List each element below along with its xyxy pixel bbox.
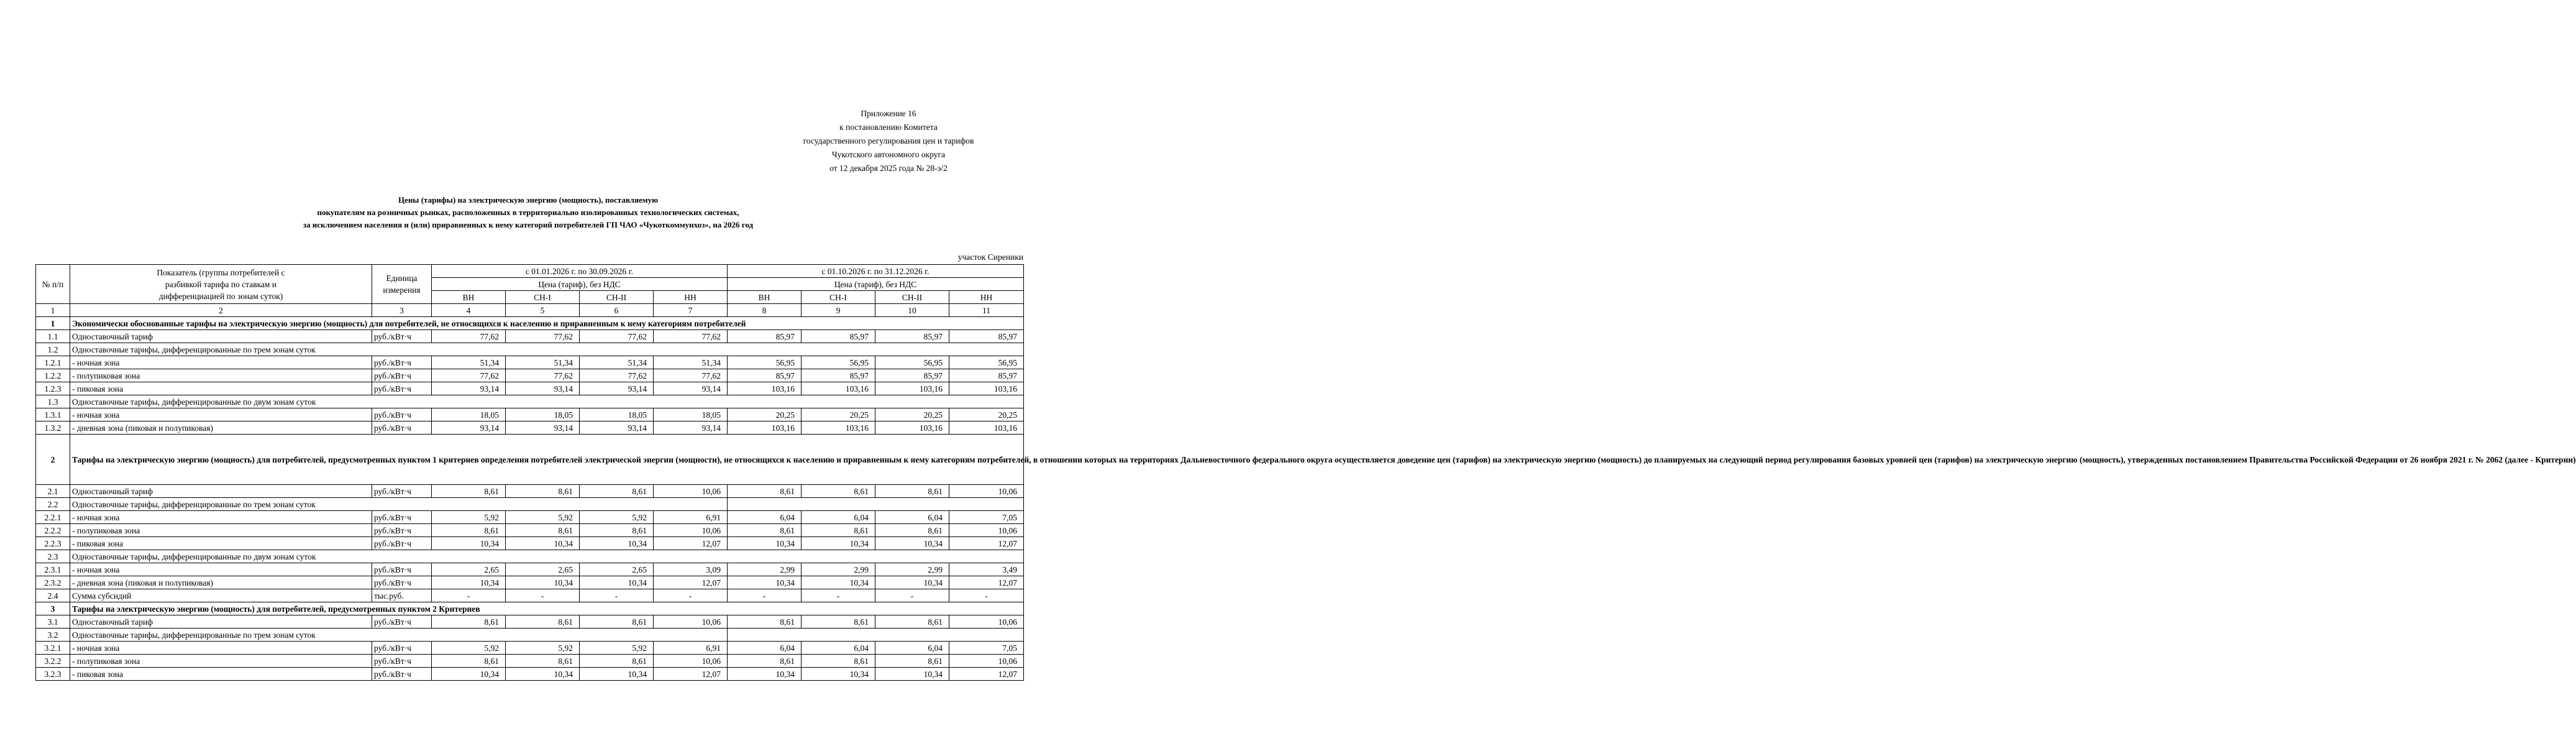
row-number: 1.1 (36, 330, 70, 343)
row-number: 1.3 (36, 395, 70, 408)
row-unit: руб./кВт·ч (372, 563, 432, 576)
price-cell: 93,14 (432, 382, 506, 395)
price-cell: 5,92 (580, 642, 654, 655)
price-cell: 8,61 (728, 615, 802, 629)
price-cell: 18,05 (432, 408, 506, 421)
row-name: - пиковая зона (70, 537, 372, 550)
price-cell: 77,62 (654, 369, 728, 382)
price-cell: 103,16 (728, 382, 802, 395)
price-cell: 56,95 (802, 356, 875, 369)
row-unit: руб./кВт·ч (372, 382, 432, 395)
row-number: 2.2.3 (36, 537, 70, 550)
price-cell: 8,61 (875, 615, 949, 629)
table-row (36, 330, 1024, 343)
header-level: СН-I (506, 291, 580, 304)
price-cell: 10,34 (506, 668, 580, 681)
price-cell: 103,16 (802, 382, 875, 395)
header-colnum: 8 (728, 304, 802, 317)
row-number: 2.2 (36, 498, 70, 511)
header-colnum: 10 (875, 304, 949, 317)
price-cell: 8,61 (432, 615, 506, 629)
price-cell: - (580, 589, 654, 602)
row-number: 1 (36, 317, 70, 330)
header-colnum: 3 (372, 304, 432, 317)
price-cell: 2,99 (802, 563, 875, 576)
header-level: СН-II (875, 291, 949, 304)
price-cell: 85,97 (728, 330, 802, 343)
row-name: Одноставочный тариф (70, 485, 372, 498)
header-indicator (70, 265, 372, 304)
row-name: - дневная зона (пиковая и полупиковая) (70, 421, 372, 435)
row-unit: руб./кВт·ч (372, 655, 432, 668)
row-name: Одноставочный тариф (70, 615, 372, 629)
section-title: Экономически обоснованные тарифы на электрическую энергию (мощность) для потребителей, не относящихся к населению и приравненным к нему категориям потребителей (70, 317, 1024, 330)
group-title: Одноставочные тарифы, дифференцированные по двум зонам суток (70, 395, 1024, 408)
price-cell: 51,34 (654, 356, 728, 369)
row-number: 2.4 (36, 589, 70, 602)
price-cell: 51,34 (506, 356, 580, 369)
table-row (36, 317, 1024, 330)
table-row (36, 395, 1024, 408)
price-cell: 8,61 (432, 485, 506, 498)
price-cell: 93,14 (506, 382, 580, 395)
price-cell: 18,05 (654, 408, 728, 421)
row-name: - ночная зона (70, 356, 372, 369)
price-cell: 85,97 (949, 330, 1024, 343)
header-level: НН (654, 291, 728, 304)
row-name: Сумма субсидий (70, 589, 372, 602)
row-unit: руб./кВт·ч (372, 408, 432, 421)
price-cell: 56,95 (875, 356, 949, 369)
row-unit: руб./кВт·ч (372, 642, 432, 655)
header-level: СН-II (580, 291, 654, 304)
price-cell: 6,04 (875, 642, 949, 655)
price-cell: 8,61 (875, 485, 949, 498)
row-unit: руб./кВт·ч (372, 369, 432, 382)
header-price-1: Цена (тариф), без НДС (432, 278, 728, 291)
price-cell: 77,62 (432, 369, 506, 382)
price-cell: 8,61 (506, 524, 580, 537)
price-cell: 8,61 (875, 524, 949, 537)
row-unit: руб./кВт·ч (372, 330, 432, 343)
row-number: 2.2.1 (36, 511, 70, 524)
price-cell: 20,25 (949, 408, 1024, 421)
row-number: 3.2.2 (36, 655, 70, 668)
row-number: 3.2.3 (36, 668, 70, 681)
table-row (36, 498, 1024, 511)
price-cell: 5,92 (506, 511, 580, 524)
price-cell: 6,04 (802, 642, 875, 655)
row-unit: руб./кВт·ч (372, 356, 432, 369)
price-cell: 8,61 (728, 524, 802, 537)
table-row (36, 421, 1024, 435)
price-cell: 8,61 (432, 524, 506, 537)
row-number: 3.2 (36, 629, 70, 642)
price-cell: 103,16 (949, 421, 1024, 435)
section-title: Тарифы на электрическую энергию (мощность) для потребителей, предусмотренных пунктом 1 критериев определения потребителей электрической энергии (мощности), не относящихся к населению и приравненным к нему категориям потребителей, в отношении которых на территориях Дальневосточного федерального округа осуществляется доведение цен (тарифов) на электрическую энергию (мощность) до планируемых на следующий период регулирования базовых уровней цен (тарифов) на электрическую энергию (мощность), утвержденных постановлением Правительства Российской Федерации от 26 ноября 2021 г. № 2062 (далее - Критерии) (70, 435, 1024, 485)
price-cell: 2,99 (875, 563, 949, 576)
title-line: за исключением населения и (или) приравненных к нему категорий потребителей ГП ЧАО «Чукоткоммунхоз», на 2026 год (303, 220, 754, 229)
header-level: ВН (728, 291, 802, 304)
price-cell: 8,61 (802, 485, 875, 498)
price-cell: 77,62 (506, 369, 580, 382)
price-cell: 2,99 (728, 563, 802, 576)
row-name: - полупиковая зона (70, 655, 372, 668)
price-cell: 10,34 (875, 576, 949, 589)
header-colnum: 4 (432, 304, 506, 317)
appendix-line: Чукотского автономного округа (831, 150, 946, 159)
row-number: 3 (36, 602, 70, 615)
row-number: 3.2.1 (36, 642, 70, 655)
header-level: СН-I (802, 291, 875, 304)
price-cell: 12,07 (654, 668, 728, 681)
price-cell: 103,16 (949, 382, 1024, 395)
price-cell: 8,61 (580, 615, 654, 629)
price-cell: 5,92 (432, 511, 506, 524)
tariff-table (35, 264, 2576, 681)
price-cell: 12,07 (654, 576, 728, 589)
header-indicator-line: дифференциацией по зонам суток) (158, 291, 283, 301)
row-name: - полупиковая зона (70, 524, 372, 537)
table-body (36, 317, 2576, 681)
price-cell: - (728, 589, 802, 602)
row-number: 1.2.3 (36, 382, 70, 395)
price-cell: 12,07 (949, 576, 1024, 589)
price-cell: 10,34 (728, 537, 802, 550)
price-cell: 10,06 (949, 524, 1024, 537)
header-indicator-line: разбивкой тарифа по ставкам и (165, 279, 277, 289)
price-cell: 10,34 (432, 537, 506, 550)
price-cell: 20,25 (875, 408, 949, 421)
price-cell: 8,61 (506, 655, 580, 668)
row-unit: руб./кВт·ч (372, 615, 432, 629)
price-cell: 10,34 (802, 576, 875, 589)
appendix-line: от 12 декабря 2025 года № 28-э/2 (829, 163, 948, 173)
header-colnum: 11 (949, 304, 1024, 317)
header-colnums-row (36, 304, 1024, 317)
appendix-line: к постановлению Комитета (839, 122, 938, 132)
empty-cell (728, 498, 1024, 511)
price-cell: 93,14 (654, 382, 728, 395)
price-cell: - (506, 589, 580, 602)
price-cell: 8,61 (875, 655, 949, 668)
price-cell: 8,61 (506, 615, 580, 629)
price-cell: 77,62 (432, 330, 506, 343)
table-row (36, 356, 1024, 369)
price-cell: 103,16 (875, 382, 949, 395)
header-num: № п/п (36, 265, 70, 304)
price-cell: 8,61 (506, 485, 580, 498)
table-row (36, 668, 1024, 681)
price-cell: 85,97 (802, 369, 875, 382)
row-name: - пиковая зона (70, 382, 372, 395)
price-cell: 3,09 (654, 563, 728, 576)
group-title: Одноставочные тарифы, дифференцированные по трем зонам суток (70, 629, 728, 642)
price-cell: 2,65 (580, 563, 654, 576)
price-cell: 10,06 (654, 615, 728, 629)
price-cell: - (949, 589, 1024, 602)
appendix-line: государственного регулирования цен и тарифов (803, 136, 974, 145)
row-name: - ночная зона (70, 563, 372, 576)
row-name: - полупиковая зона (70, 369, 372, 382)
price-cell: - (875, 589, 949, 602)
table-row (36, 524, 1024, 537)
price-cell: 8,61 (580, 485, 654, 498)
header-level: ВН (432, 291, 506, 304)
price-cell: 10,34 (432, 668, 506, 681)
price-cell: 85,97 (949, 369, 1024, 382)
header-colnum: 9 (802, 304, 875, 317)
price-cell: 85,97 (802, 330, 875, 343)
price-cell: 10,34 (802, 668, 875, 681)
row-number: 2.3.1 (36, 563, 70, 576)
price-cell: 10,06 (949, 615, 1024, 629)
header-unit: Единица измерения (372, 265, 432, 304)
price-cell: 6,91 (654, 642, 728, 655)
price-cell: 12,07 (654, 537, 728, 550)
price-cell: 7,05 (949, 511, 1024, 524)
price-cell: 8,61 (728, 485, 802, 498)
price-cell: 10,06 (654, 524, 728, 537)
price-cell: 5,92 (506, 642, 580, 655)
row-unit: руб./кВт·ч (372, 668, 432, 681)
price-cell: 103,16 (875, 421, 949, 435)
header-row (36, 265, 1024, 278)
price-cell: 103,16 (728, 421, 802, 435)
table-row (36, 485, 1024, 498)
price-cell: 77,62 (654, 330, 728, 343)
row-unit: руб./кВт·ч (372, 524, 432, 537)
price-cell: 77,62 (580, 369, 654, 382)
price-cell: 2,65 (432, 563, 506, 576)
price-cell: 93,14 (432, 421, 506, 435)
price-cell: 6,04 (802, 511, 875, 524)
row-number: 2.3.2 (36, 576, 70, 589)
price-cell: 8,61 (802, 655, 875, 668)
row-number: 2.3 (36, 550, 70, 563)
price-cell: 85,97 (875, 330, 949, 343)
table-row (36, 369, 1024, 382)
appendix-line: Приложение 16 (861, 109, 916, 118)
table-row (36, 435, 1024, 485)
empty-cell (728, 629, 1024, 642)
price-cell: 12,07 (949, 537, 1024, 550)
group-title: Одноставочные тарифы, дифференцированные по двум зонам суток (70, 550, 1024, 563)
price-cell: 20,25 (802, 408, 875, 421)
table-row (36, 629, 1024, 642)
table-row (36, 563, 1024, 576)
price-cell: 10,34 (506, 537, 580, 550)
price-cell: 10,34 (802, 537, 875, 550)
table-row (36, 576, 1024, 589)
price-cell: 10,34 (580, 668, 654, 681)
price-cell: 18,05 (580, 408, 654, 421)
row-name: - ночная зона (70, 408, 372, 421)
price-cell: 10,34 (432, 576, 506, 589)
row-number: 1.2.2 (36, 369, 70, 382)
row-name: Одноставочный тариф (70, 330, 372, 343)
price-cell: 93,14 (506, 421, 580, 435)
row-number: 1.3.1 (36, 408, 70, 421)
price-cell: 56,95 (728, 356, 802, 369)
row-number: 3.1 (36, 615, 70, 629)
row-unit: тыс.руб. (372, 589, 432, 602)
row-unit: руб./кВт·ч (372, 511, 432, 524)
table-row (36, 655, 1024, 668)
price-cell: 7,05 (949, 642, 1024, 655)
row-name: - пиковая зона (70, 668, 372, 681)
header-colnum: 7 (654, 304, 728, 317)
row-number: 2.1 (36, 485, 70, 498)
row-number: 2.2.2 (36, 524, 70, 537)
table-row (36, 589, 1024, 602)
price-cell: 85,97 (728, 369, 802, 382)
price-cell: 12,07 (949, 668, 1024, 681)
price-cell: 10,34 (580, 576, 654, 589)
price-cell: 8,61 (802, 524, 875, 537)
row-number: 1.2.1 (36, 356, 70, 369)
header-colnum: 2 (70, 304, 372, 317)
price-cell: 5,92 (580, 511, 654, 524)
price-cell: 10,06 (949, 655, 1024, 668)
price-cell: 10,34 (875, 537, 949, 550)
price-cell: 3,49 (949, 563, 1024, 576)
price-cell: 10,34 (728, 576, 802, 589)
header-colnum: 6 (580, 304, 654, 317)
header-period-1: с 01.01.2026 г. по 30.09.2026 г. (432, 265, 728, 278)
price-cell: 10,34 (728, 668, 802, 681)
header-level: НН (949, 291, 1024, 304)
price-cell: 6,91 (654, 511, 728, 524)
section-title: Тарифы на электрическую энергию (мощность) для потребителей, предусмотренных пунктом 2 Критериев (70, 602, 1024, 615)
header-price-2: Цена (тариф), без НДС (728, 278, 1024, 291)
document-title (186, 194, 870, 231)
price-cell: 6,04 (875, 511, 949, 524)
title-line: покупателям на розничных рынках, расположенных в территориально изолированных технологических системах, (317, 208, 739, 217)
price-cell: 56,95 (949, 356, 1024, 369)
row-name: - ночная зона (70, 511, 372, 524)
price-cell: 10,06 (949, 485, 1024, 498)
row-number: 2 (36, 435, 70, 485)
row-name: - ночная зона (70, 642, 372, 655)
price-cell: 51,34 (432, 356, 506, 369)
group-title: Одноставочные тарифы, дифференцированные по трем зонам суток (70, 498, 728, 511)
price-cell: - (432, 589, 506, 602)
price-cell: - (802, 589, 875, 602)
row-number: 1.2 (36, 343, 70, 356)
table-row (36, 408, 1024, 421)
price-cell: 51,34 (580, 356, 654, 369)
table-row (36, 550, 1024, 563)
row-name: - дневная зона (пиковая и полупиковая) (70, 576, 372, 589)
header-colnum: 5 (506, 304, 580, 317)
price-cell: 10,34 (875, 668, 949, 681)
price-cell: 10,06 (654, 485, 728, 498)
price-cell: 6,04 (728, 511, 802, 524)
group-title: Одноставочные тарифы, дифференцированные по трем зонам суток (70, 343, 1024, 356)
price-cell: 10,06 (654, 655, 728, 668)
site-label: участок Сиреники (957, 252, 1023, 262)
price-cell: 77,62 (506, 330, 580, 343)
header-period-2: с 01.10.2026 г. по 31.12.2026 г. (728, 265, 1024, 278)
price-cell: 8,61 (432, 655, 506, 668)
price-cell: 8,61 (580, 655, 654, 668)
table-row (36, 615, 1024, 629)
row-unit: руб./кВт·ч (372, 421, 432, 435)
title-line: Цены (тарифы) на электрическую энергию (мощность), поставляемую (398, 195, 659, 205)
price-cell: 6,04 (728, 642, 802, 655)
appendix-header (758, 107, 1019, 175)
row-unit: руб./кВт·ч (372, 537, 432, 550)
row-number: 1.3.2 (36, 421, 70, 435)
price-cell: 8,61 (728, 655, 802, 668)
table-row (36, 343, 1024, 356)
price-cell: 77,62 (580, 330, 654, 343)
price-cell: 18,05 (506, 408, 580, 421)
header-colnum: 1 (36, 304, 70, 317)
table-row (36, 642, 1024, 655)
price-cell: 93,14 (580, 382, 654, 395)
table-row (36, 537, 1024, 550)
row-unit: руб./кВт·ч (372, 485, 432, 498)
price-cell: 8,61 (802, 615, 875, 629)
price-cell: 20,25 (728, 408, 802, 421)
price-cell: 2,65 (506, 563, 580, 576)
price-cell: 93,14 (654, 421, 728, 435)
price-cell: 5,92 (432, 642, 506, 655)
table-row (36, 602, 1024, 615)
price-cell: 10,34 (580, 537, 654, 550)
price-cell: 10,34 (506, 576, 580, 589)
price-cell: 85,97 (875, 369, 949, 382)
price-cell: 103,16 (802, 421, 875, 435)
price-cell: 93,14 (580, 421, 654, 435)
price-cell: 8,61 (580, 524, 654, 537)
row-unit: руб./кВт·ч (372, 576, 432, 589)
header-indicator-line: Показатель (группы потребителей с (157, 267, 285, 277)
price-cell: - (654, 589, 728, 602)
table-row (36, 511, 1024, 524)
table-row (36, 382, 1024, 395)
